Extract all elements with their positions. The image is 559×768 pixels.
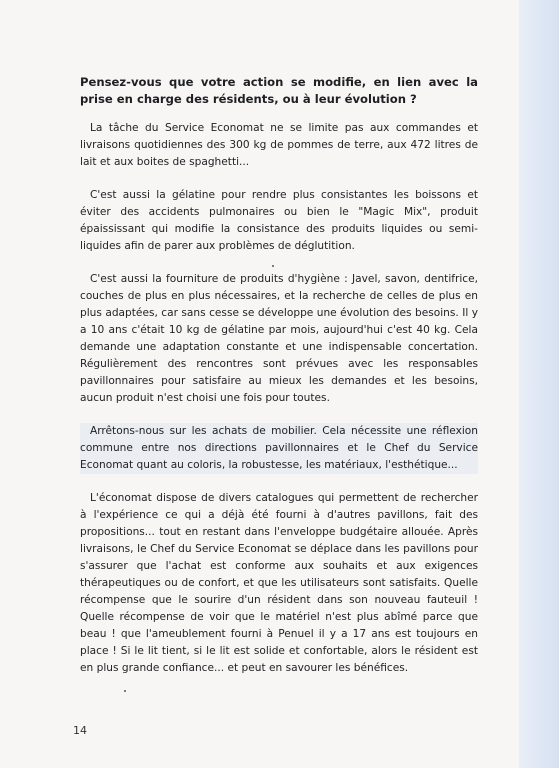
article-body: [80, 74, 478, 693]
paragraph-mobilier: Arrêtons-nous sur les achats de mobilier. Cela nécessite une réflexion commune entre nos directions pavillonnaires et le Chef du Service Economat quant au coloris, la robustesse, les matériaux, l'esthétique...: [80, 423, 478, 474]
print-speck: [272, 265, 274, 267]
question-heading: Pensez-vous que votre action se modifie, en lien avec la prise en charge des résidents, ou à leur évolution ?: [80, 75, 478, 106]
paragraph-catalogues: L'économat dispose de divers catalogues qui permettent de rechercher à l'expérience ce qui a déjà été fourni à d'autres pavillons, fait des propositions... tout en restant dans l'enveloppe budgétaire allouée. Après livraisons, le Chef du Service Economat se déplace dans les pavillons pour s'assurer que l'achat est conforme aux souhaits et aux exigences thérapeutiques ou de confort, et que les utilisateurs sont satisfaits. Quelle récompense que le sourire d'un résident dans son nouveau fauteuil ! Quelle récompense de voir que le matériel n'est plus abîmé parce que beau ! que l'ameublement fourni à Penuel il y a 17 ans est toujours en place ! Si le lit tient, si le lit est solide et confortable, alors le résident est en plus grande confiance... et peut en savourer les bénéfices.: [80, 492, 478, 674]
paragraph-economat-tasks: La tâche du Service Economat ne se limite pas aux commandes et livraisons quotidiennes des 300 kg de pommes de terre, aux 472 litres de lait et aux boites de spaghetti...: [80, 122, 478, 168]
page-edge-tint: [519, 0, 559, 768]
paragraph-hygiene: C'est aussi la fourniture de produits d'hygiène : Javel, savon, dentifrice, couches de plus en plus nécessaires, et la recherche de celles de plus en plus adaptées, car sans cesse se développe une évolution des besoins. Il y a 10 ans c'était 10 kg de gélatine par mois, aujourd'hui c'est 40 kg. Cela demande une adaptation constante et une indispensable concertation. Régulièrement des rencontres sont prévues avec les responsables pavillonnaires pour satisfaire au mieux les demandes et les besoins, aucun produit n'est choisi une fois pour toutes.: [80, 273, 478, 404]
paragraph-gelatine: C'est aussi la gélatine pour rendre plus consistantes les boissons et éviter des accidents pulmonaires ou bien le "Magic Mix", produit épaississant qui modifie la consistance des produits liquides ou semi-liquides afin de parer aux problèmes de déglutition.: [80, 189, 478, 252]
page-number: 14: [73, 724, 87, 737]
print-speck: [124, 690, 126, 692]
